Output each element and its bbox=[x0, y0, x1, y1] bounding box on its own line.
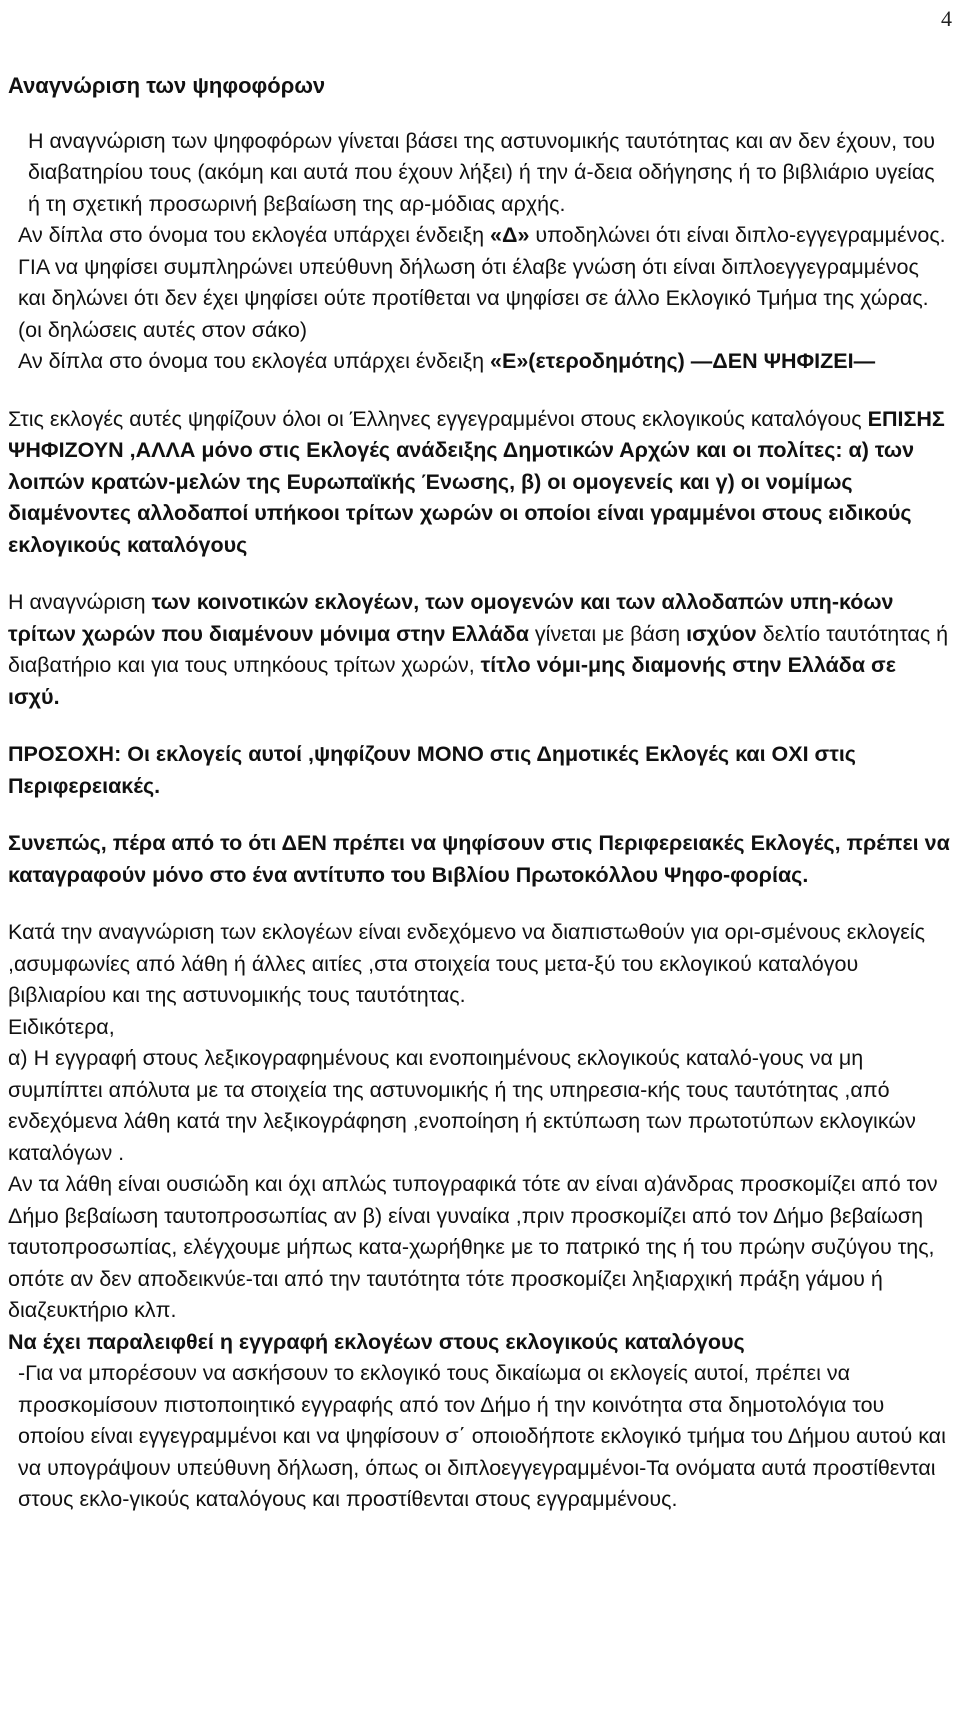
text-run: δελτίο ταυτότητας ή διαβατήριο και για τους υπηκόους τρίτων χωρών, bbox=[8, 621, 949, 677]
paragraph-voter-identification: Η αναγνώριση των ψηφοφόρων γίνεται βάσει της αστυνομικής ταυτότητας και αν δεν έχουν, του διαβατηρίου τους (ακόμη και αυτά που έχουν λήξει) ή την ά-δεια οδήγησης ή το βιβλιάριο υγείας ή τη σχετική προσωρινή βεβαίωση της αρ-μόδιας αρχής. bbox=[28, 128, 936, 216]
omitted-registration-heading: Να έχει παραλειφθεί η εγγραφή εκλογέων στους εκλογικούς καταλόγους bbox=[8, 1329, 745, 1354]
text-run: υποδηλώνει ότι είναι διπλο-εγγεγραμμένος. ΓΙΑ να ψηφίσει συμπληρώνει υπεύθυνη δήλωση ότι έλαβε γνώση ότι είναι διπλοεγγεγραμμένος και δηλώνει ότι δεν έχει ψηφίσει ούτε προτίθεται να ψηφίσει σε άλλο Εκλογικό Τμήμα της χώρας.(οι δηλώσεις αυτές στον σάκο) bbox=[18, 223, 946, 342]
paragraph-other-municipality bbox=[8, 346, 952, 378]
text-run: Αν δίπλα στο όνομα του εκλογέα υπάρχει ένδειξη bbox=[18, 349, 491, 373]
paragraph-errors: Αν τα λάθη είναι ουσιώδη και όχι απλώς τυπογραφικά τότε αν είναι α)άνδρας προσκομίζει από τον Δήμο βεβαίωση ταυτοπροσωπίας αν β) είναι γυναίκα ,πριν προσκομίζει από τον Δήμο βεβαίωση ταυτοπροσωπίας, ελέγχουμε μήπως κατα-χωρήθηκε με το πατρικό της ή του πρώην συζύγου της, οπότε αν δεν αποδεικνύε-ται από την ταυτότητα τότε προσκομίζει ληξιαρχική πράξη γάμου ή διαζευκτήριο κλπ. bbox=[8, 1172, 938, 1322]
emphasis-residence-permit: τίτλο νόμι-μης διαμονής στην Ελλάδα σε ισχύ. bbox=[8, 653, 896, 709]
text-run: Η αναγνώριση bbox=[8, 590, 152, 614]
paragraph-specifically: Ειδικότερα, bbox=[8, 1014, 115, 1039]
paragraph-omitted-procedure: -Για να μπορέσουν να ασκήσουν το εκλογικό τους δικαίωμα οι εκλογείς αυτοί, πρέπει να προσκομίσουν πιστοποιητικό εγγραφής από τον Δήμο ή την κοινότητα στα δημοτολόγια του οποίου είναι εγγεγραμμένοι και να ψηφίσουν σ΄ οποιοδήποτε εκλογικό τμήμα του Δήμου αυτού και να υπογράψουν υπεύθυνη δήλωση, όπως οι διπλοεγγεγραμμένοι-Τα ονόματα αυτά προστίθενται στους εκλο-γικούς καταλόγους και προστίθενται στους εγγραμμένους. bbox=[18, 1361, 946, 1511]
document-body bbox=[8, 70, 952, 1516]
paragraph-foreign-voters-id bbox=[8, 587, 952, 713]
emphasis-voter-groups: των κοινοτικών εκλογέων, των ομογενών και των αλλοδαπών υπη-κόων τρίτων χωρών που διαμένουν μόνιμα στην Ελλάδα bbox=[8, 590, 894, 646]
page-number: 4 bbox=[941, 6, 952, 31]
paragraph-who-votes bbox=[8, 404, 952, 562]
text-run: γίνεται με βάση bbox=[528, 621, 687, 646]
marker-epsilon: «Ε»(ετεροδημότης) —ΔΕΝ ΨΗΦΙΖΕΙ— bbox=[490, 349, 876, 373]
consequently-note: Συνεπώς, πέρα από το ότι ΔΕΝ πρέπει να ψηφίσουν στις Περιφερειακές Εκλογές, πρέπει να καταγραφούν μόνο στο ένα αντίτυπο του Βιβλίου Πρωτοκόλλου Ψηφο-φορίας. bbox=[8, 831, 950, 887]
emphasis-valid: ισχύον bbox=[686, 621, 757, 646]
paragraph-consequently bbox=[8, 828, 952, 891]
text-run: Αν δίπλα στο όνομα του εκλογέα υπάρχει ένδειξη bbox=[18, 223, 491, 247]
paragraph-discrepancies: Κατά την αναγνώριση των εκλογέων είναι ενδεχόμενο να διαπιστωθούν για ορι-σμένους εκλογείς ,ασυμφωνίες από λάθη ή άλλες αιτίες ,στα στοιχεία τους μετα-ξύ του εκλογικού καταλόγου βιβλιαρίου και της αστυνομικής τους ταυτότητας. bbox=[8, 920, 925, 1007]
paragraph-double-registered bbox=[8, 220, 952, 346]
section-heading: Αναγνώριση των ψηφοφόρων bbox=[8, 73, 326, 98]
marker-delta: «Δ» bbox=[490, 223, 530, 247]
attention-note: ΠΡΟΣΟΧΗ: Οι εκλογείς αυτοί ,ψηφίζουν ΜΟΝΟ στις Δημοτικές Εκλογές και ΟΧΙ στις Περιφερειακές. bbox=[8, 742, 856, 798]
emphasis-also-vote: ΕΠΙΣΗΣ ΨΗΦΙΖΟΥΝ ,ΑΛΛΑ μόνο στις Εκλογές ανάδειξης Δημοτικών Αρχών και οι πολίτες: α) των λοιπών κρατών-μελών της Ευρωπαϊκής Ένωσης, β) οι ομογενείς και γ) οι νομίμως διαμένοντες αλλοδαποί υπήκοοι τρίτων χωρών οι οποίοι είναι γραμμένοι στους ειδικούς εκλογικούς καταλόγους bbox=[8, 406, 945, 557]
paragraph-case-a: α) Η εγγραφή στους λεξικογραφημένους και ενοποιημένους εκλογικούς καταλό-γους να μη συμπίπτει απόλυτα με τα στοιχεία της αστυνομικής ή της υπηρεσια-κής τους ταυτότητας ,από ενδεχόμενα λάθη κατά την λεξικογράφηση ,ενοποίηση ή εκτύπωση των πρωτοτύπων εκλογικών καταλόγων . bbox=[8, 1046, 916, 1165]
paragraph-omitted-heading bbox=[8, 1327, 952, 1359]
paragraph-attention bbox=[8, 739, 952, 802]
text-run: Στις εκλογές αυτές ψηφίζουν όλοι οι Έλληνες εγγεγραμμένοι στους εκλογικούς καταλόγους bbox=[8, 406, 868, 431]
